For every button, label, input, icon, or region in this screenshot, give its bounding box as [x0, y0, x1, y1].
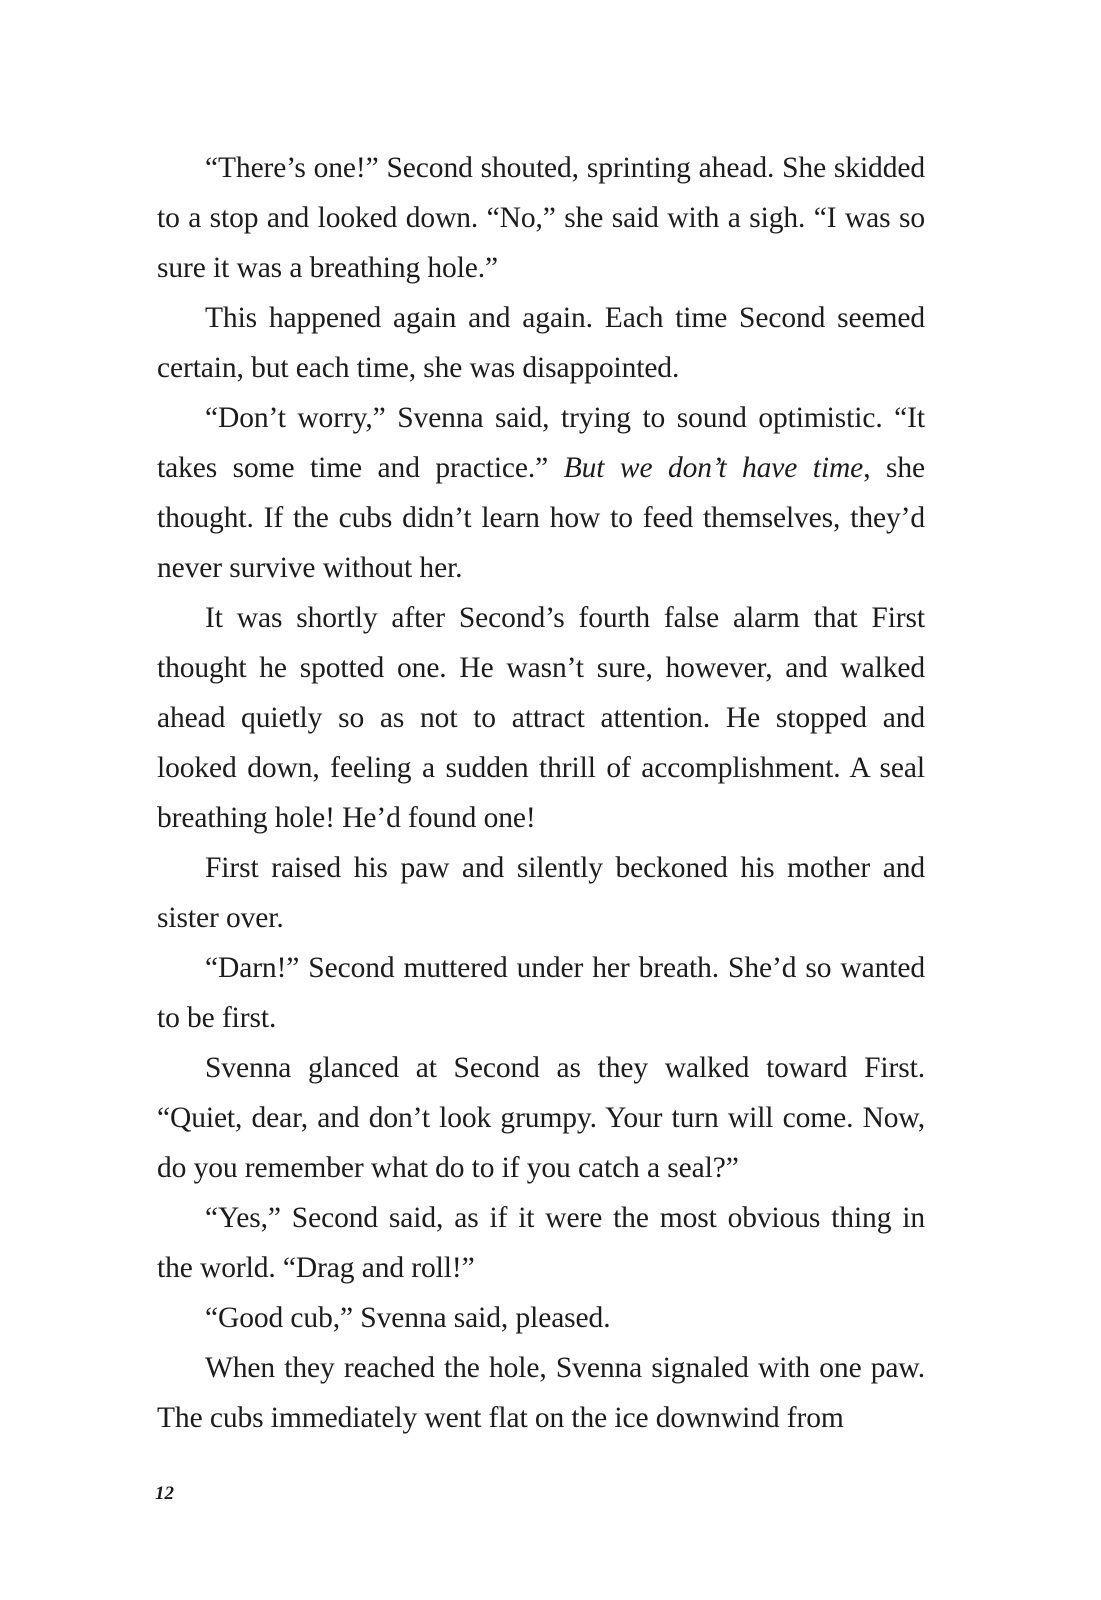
- paragraph-2: This happened again and again. Each time Second seemed certain, but each time, she was disappointed.: [157, 302, 925, 384]
- paragraph-9: “Good cub,” Svenna said, pleased.: [205, 1302, 611, 1334]
- paragraph-3: [157, 393, 925, 593]
- paragraph-7: Svenna glanced at Second as they walked toward First. “Quiet, dear, and don’t look grumpy. Your turn will come. Now, do you remember what do to if you catch a seal?”: [157, 1052, 925, 1184]
- paragraph-10: When they reached the hole, Svenna signaled with one paw. The cubs immediately went flat on the ice downwind from: [157, 1352, 925, 1434]
- italic-thought: But we don’t have time: [563, 452, 864, 484]
- paragraph-3-lead: “Don’t worry,” Svenna said, trying to sound optimistic. “It takes some time and practice.”: [157, 402, 925, 484]
- paragraph-4: It was shortly after Second’s fourth false alarm that First thought he spotted one. He wasn’t sure, however, and walked ahead quietly so as not to attract attention. He stopped and looked down, feeling a sudden thrill of accomplishment. A seal breathing hole! He’d found one!: [157, 602, 925, 834]
- page-number: 12: [155, 1483, 174, 1504]
- paragraph-5: First raised his paw and silently beckoned his mother and sister over.: [157, 852, 925, 934]
- paragraph-1: “There’s one!” Second shouted, sprinting ahead. She skidded to a stop and looked down. “No,” she said with a sigh. “I was so sure it was a breathing hole.”: [157, 152, 925, 284]
- body-text: [157, 143, 925, 1443]
- paragraph-3-tail: , she thought. If the cubs didn’t learn how to feed themselves, they’d never survive without her.: [157, 452, 926, 584]
- paragraph-8: “Yes,” Second said, as if it were the most obvious thing in the world. “Drag and roll!”: [157, 1202, 925, 1284]
- paragraph-6: “Darn!” Second muttered under her breath. She’d so wanted to be first.: [157, 952, 925, 1034]
